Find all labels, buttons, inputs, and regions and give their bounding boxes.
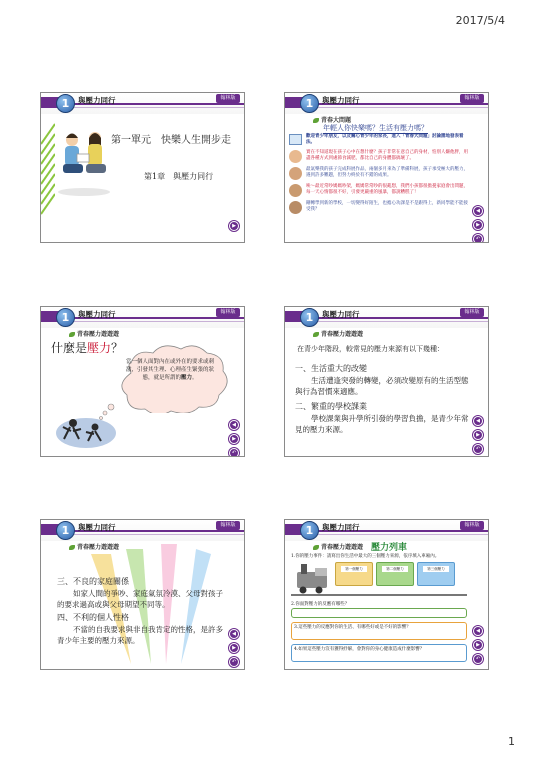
avatar — [289, 167, 302, 180]
slide-4[interactable] — [284, 306, 489, 457]
section-heading: 四、不利的個人性格 — [57, 613, 129, 622]
train-car — [376, 562, 414, 586]
train-car-label: 第三個壓力 — [423, 566, 449, 572]
publisher-logo: 翰林版 — [460, 521, 484, 530]
slide-1[interactable] — [40, 92, 245, 243]
return-button[interactable]: ↶ — [229, 448, 239, 457]
forum-post-text: 最氣樂我的孩子完成科展作品，兩個多月來為了準備科展，孩子承受極大的壓力，遇到許多難題，但努力終於有不錯的成果。 — [306, 167, 468, 178]
avatar — [289, 184, 302, 197]
return-button[interactable]: ↶ — [473, 654, 483, 664]
slide-header — [41, 93, 244, 114]
train-illustration — [293, 560, 333, 594]
next-slide-button[interactable]: ▶ — [473, 220, 483, 230]
publisher-logo: 翰林版 — [460, 308, 484, 317]
forum-post-text: 實在不知道現在孩子心中在想什麼？孩子非常在意自己的身材，怕別人嫌他胖，用盡各種方式到處節食減肥，都比自己的身體都搞壞了。 — [306, 150, 468, 161]
slide-2[interactable] — [284, 92, 489, 243]
forum-icon — [289, 134, 302, 145]
train-car — [417, 562, 455, 586]
chapter-label: 與壓力同行 — [78, 523, 116, 532]
avatar — [289, 150, 302, 163]
answer-box-3[interactable] — [291, 622, 467, 640]
section-text: 不當的自我要求與非自我肯定的性格，是許多青少年主要的壓力來源。 — [57, 625, 223, 645]
unit-badge: 1 — [56, 94, 75, 113]
section-text: 學校課業與升學所引發的學習負擔，是青少年常見的壓力來源。 — [295, 414, 469, 434]
section-heading: 二、繁重的學校課業 — [295, 402, 367, 411]
slide-header — [41, 307, 244, 328]
train-car-label: 第一個壓力 — [341, 566, 367, 572]
prev-slide-button[interactable]: ◀ — [229, 629, 239, 639]
section-text: 如家人間的爭吵、家庭氣氛冷漠、父母對孩子的要求過高或與父母期望不同等。 — [57, 589, 223, 609]
slide-header — [41, 520, 244, 541]
next-slide-button[interactable]: ▶ — [229, 643, 239, 653]
forum-post-list — [289, 134, 469, 214]
answer-box-2[interactable] — [291, 608, 467, 618]
forum-post-text: 剛轉學到新的學校，一切變得好陌生，也擔心功課是不是跟得上，新同學能不能接受我？ — [306, 201, 468, 212]
next-slide-button[interactable]: ▶ — [473, 430, 483, 440]
rail-track — [291, 594, 467, 596]
slide-header — [285, 93, 488, 114]
forum-question: 年輕人你快樂嗎？生活有壓力嗎？ — [323, 124, 428, 132]
question-1: 1.你的壓力事件：請寫出你生活中最大的三個壓力來源，依序填入車廂內。 — [291, 554, 440, 559]
forum-post — [289, 150, 469, 163]
unit-badge: 1 — [300, 308, 319, 327]
question-3: 3.這些壓力的反應對你的生活、有哪些好或是不好的影響？ — [294, 625, 411, 630]
train-car-label: 第二個壓力 — [382, 566, 408, 572]
question-4: 4.如果這些壓力沒有獲得紓解，會對你的身心健康造成什麼影響？ — [294, 647, 425, 652]
prev-slide-button[interactable]: ◀ — [473, 416, 483, 426]
forum-post-text: 唉～最近常吵媽媽吵架，媽媽常常吵的很亂想，我們小孩都很擔憂家庭會出問題，每一天心情都很不好，引發更嚴重的風暴，都說糟糕了！ — [306, 184, 468, 195]
slide-heading: 什麼是壓力？ — [51, 341, 124, 355]
unit-badge: 1 — [300, 521, 319, 540]
forum-post — [289, 201, 469, 214]
unit-badge: 1 — [56, 308, 75, 327]
slide-subtitle: 青春大問題 — [313, 115, 351, 124]
slide-header — [285, 520, 488, 541]
next-slide-button[interactable]: ▶ — [473, 640, 483, 650]
forum-post — [289, 167, 469, 180]
green-stripes-decoration — [41, 114, 55, 243]
prev-slide-button[interactable]: ◀ — [473, 626, 483, 636]
forum-post — [289, 184, 469, 197]
students-illustration — [55, 126, 113, 198]
chapter-label: 與壓力同行 — [322, 310, 360, 319]
answer-box-4[interactable] — [291, 644, 467, 662]
next-slide-button[interactable]: ▶ — [229, 434, 239, 444]
slide-header — [285, 307, 488, 328]
slide-subtitle: 青春壓力遊遊遊 — [313, 542, 363, 551]
print-date: 2017/5/4 — [455, 14, 505, 27]
chapter-label: 與壓力同行 — [78, 96, 116, 105]
prev-slide-button[interactable]: ◀ — [473, 206, 483, 216]
avatar — [289, 201, 302, 214]
publisher-logo: 翰林版 — [216, 94, 240, 103]
forum-post — [289, 134, 469, 146]
slide-5[interactable] — [40, 519, 245, 670]
publisher-logo: 翰林版 — [216, 308, 240, 317]
section-heading: 三、不良的家庭關係 — [57, 577, 129, 586]
prev-slide-button[interactable]: ◀ — [229, 420, 239, 430]
publisher-logo: 翰林版 — [460, 94, 484, 103]
return-button[interactable]: ↶ — [473, 234, 483, 243]
unit-badge: 1 — [300, 94, 319, 113]
slide-subtitle: 青春壓力遊遊遊 — [69, 542, 119, 551]
page-number: 1 — [508, 735, 515, 748]
next-slide-button[interactable]: ▶ — [229, 221, 239, 231]
return-button[interactable]: ↶ — [473, 444, 483, 454]
forum-post-text: 歡迎青少年朋友，以及關心青少年的家長，進入「青春大問題」討論園地發表看法。 — [306, 134, 464, 145]
chapter-label: 與壓力同行 — [322, 523, 360, 532]
worksheet-title: 壓力列車 — [371, 543, 408, 553]
section-heading: 一、生活重大的改變 — [295, 364, 367, 373]
slide-subtitle: 青春壓力遊遊遊 — [313, 329, 363, 338]
stress-definition: 當一個人面對內在或外在的要求或刺激，引發其生理、心理產生緊張的狀態，就是所謂的壓力。 — [125, 359, 214, 381]
slide-3[interactable] — [40, 306, 245, 457]
unit-title: 第一單元 快樂人生開步走 — [111, 135, 231, 146]
train-car — [335, 562, 373, 586]
publisher-logo: 翰林版 — [216, 521, 240, 530]
running-figures-illustration — [53, 407, 119, 451]
slide-subtitle: 青春壓力遊遊遊 — [69, 329, 119, 338]
slide-6[interactable] — [284, 519, 489, 670]
return-button[interactable]: ↶ — [229, 657, 239, 667]
unit-badge: 1 — [56, 521, 75, 540]
chapter-label: 與壓力同行 — [322, 96, 360, 105]
chapter-label: 與壓力同行 — [78, 310, 116, 319]
chapter-title: 第1章 與壓力同行 — [144, 172, 214, 181]
section-text: 生活遭逢突發的轉變，必須改變原有的生活型態與行為習慣來適應。 — [295, 376, 469, 396]
intro-text: 在青少年階段，較常見的壓力來源有以下幾種： — [297, 345, 444, 353]
question-2: 2.你面對壓力的反應有哪些？ — [291, 602, 350, 607]
